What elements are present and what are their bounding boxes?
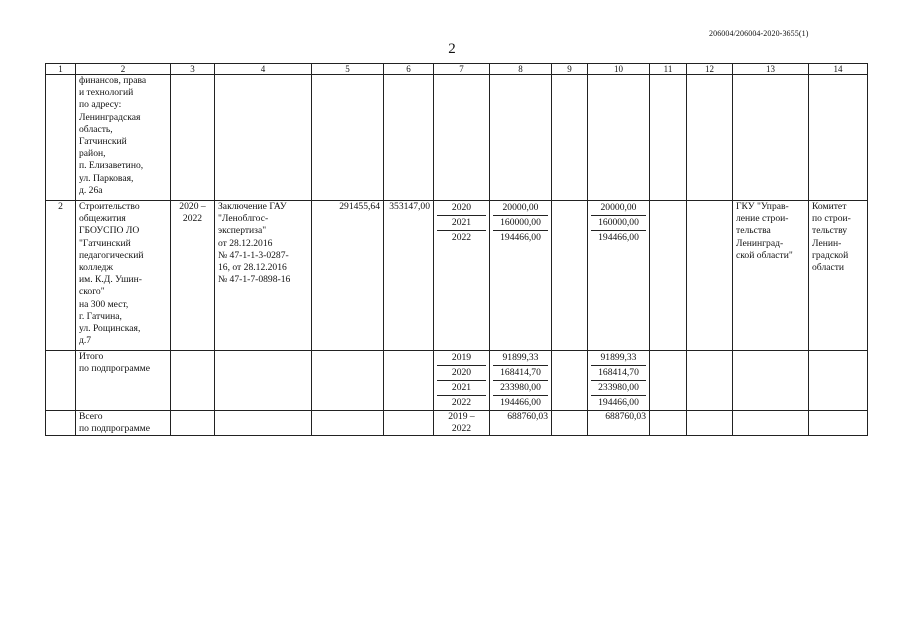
text-line: от 28.12.2016 [218, 237, 273, 249]
text-line: "Гатчинский [79, 237, 131, 249]
text-line: финансов, права [79, 75, 147, 86]
text-line: педагогический [79, 249, 144, 261]
text-line: № 47-1-1-3-0287- [218, 249, 289, 261]
column-number-row [46, 64, 868, 75]
empty-cell [312, 351, 384, 411]
amount-value: 20000,00 [493, 201, 548, 216]
amount-value: 233980,00 [493, 381, 548, 396]
text-line: Гатчинский [79, 136, 127, 148]
text-line: № 47-1-7-0898-16 [218, 274, 291, 286]
year-value: 2021 [437, 216, 486, 231]
amount-value: 160000,00 [591, 216, 646, 231]
text-line: по подпрограмме [79, 363, 150, 375]
year-value: 2020 [437, 366, 486, 381]
text-line: "Леноблгос- [218, 213, 269, 225]
text-line: 2019 – [448, 411, 475, 422]
estimated-cost: 291455,64 [312, 201, 384, 351]
col-number: 14 [809, 64, 868, 75]
empty-cell [733, 75, 809, 201]
empty-cell [215, 411, 312, 436]
amount-value: 194466,00 [598, 232, 639, 243]
text-line: по адресу: [79, 99, 122, 111]
empty-cell [312, 75, 384, 201]
text-line: 2022 [451, 423, 472, 435]
text-line: области [812, 262, 845, 274]
amount-cell [490, 351, 552, 411]
object-name [76, 201, 171, 351]
amount-value: 168414,70 [591, 366, 646, 381]
row-number: 2 [46, 201, 76, 351]
text-line: по строи- [812, 213, 851, 225]
text-line: по подпрограмме [79, 423, 150, 435]
text-line: тельству [812, 225, 848, 237]
empty-cell [384, 351, 434, 411]
text-line: 2020 – [179, 201, 206, 212]
amount-value: 194466,00 [598, 397, 639, 408]
col-number: 2 [76, 64, 171, 75]
empty-cell [552, 75, 588, 201]
empty-cell [809, 75, 868, 201]
year-value: 2019 [437, 351, 486, 366]
estimated-cost-current: 353147,00 [384, 201, 434, 351]
text-line: д.7 [79, 335, 92, 347]
text-line: колледж [79, 262, 114, 274]
expertise-conclusion [215, 201, 312, 351]
itogo-row [46, 351, 868, 411]
empty-cell [733, 351, 809, 411]
year-value: 2022 [451, 397, 472, 408]
construction-period [171, 201, 215, 351]
text-line: г. Гатчина, [79, 310, 122, 322]
text-line: ского" [79, 286, 105, 298]
empty-cell [809, 351, 868, 411]
col-number: 6 [384, 64, 434, 75]
total-regional-budget: 688760,03 [588, 411, 650, 436]
amount-value: 160000,00 [493, 216, 548, 231]
years-cell [434, 351, 490, 411]
text-line: экспертиза" [218, 225, 267, 237]
empty-cell [384, 75, 434, 201]
amount-value: 194466,00 [500, 397, 541, 408]
text-line: ление строи- [736, 213, 789, 225]
empty-cell [171, 75, 215, 201]
empty-cell [687, 411, 733, 436]
empty-cell [650, 351, 687, 411]
text-line: Ленинград- [736, 237, 784, 249]
col-number: 10 [588, 64, 650, 75]
col-number: 8 [490, 64, 552, 75]
regional-budget-cell [588, 201, 650, 351]
empty-cell [171, 411, 215, 436]
year-value: 2022 [451, 232, 472, 243]
empty-cell [434, 75, 490, 201]
col-number: 11 [650, 64, 687, 75]
years-range [434, 411, 490, 436]
empty-cell [687, 201, 733, 351]
empty-cell [809, 411, 868, 436]
amount-cell [490, 201, 552, 351]
empty-cell [552, 411, 588, 436]
text-line: д. 26а [79, 184, 103, 196]
empty-cell [650, 201, 687, 351]
empty-cell [687, 351, 733, 411]
empty-cell [384, 411, 434, 436]
text-line: им. К.Д. Ушин- [79, 274, 142, 286]
text-line: тельства [736, 225, 771, 237]
col-number: 1 [46, 64, 76, 75]
empty-cell [46, 351, 76, 411]
vsego-row [46, 411, 868, 436]
continuation-row [46, 75, 868, 201]
text-line: Всего [79, 411, 103, 422]
text-line: ГБОУСПО ЛО [79, 225, 140, 237]
text-line: 16, от 28.12.2016 [218, 262, 287, 274]
col-number: 3 [171, 64, 215, 75]
empty-cell [46, 411, 76, 436]
empty-cell [588, 75, 650, 201]
regional-budget-cell [588, 351, 650, 411]
text-line: 2022 [182, 213, 203, 225]
object-name-continued [76, 75, 171, 201]
amount-value: 91899,33 [493, 351, 548, 366]
text-line: Ленин- [812, 237, 842, 249]
col-number: 4 [215, 64, 312, 75]
text-line: на 300 мест, [79, 298, 129, 310]
document-id: 206004/206004-2020-3655(1) [709, 29, 809, 38]
col-number: 5 [312, 64, 384, 75]
text-line: район, [79, 148, 106, 160]
text-line: общежития [79, 213, 126, 225]
total-amount: 688760,03 [490, 411, 552, 436]
page-number: 2 [448, 41, 456, 57]
col-number: 13 [733, 64, 809, 75]
customer [809, 201, 868, 351]
project-row-2 [46, 201, 868, 351]
budget-table [45, 63, 868, 436]
text-line: Заключение ГАУ [218, 201, 287, 212]
empty-cell [215, 351, 312, 411]
year-value: 2020 [437, 201, 486, 216]
text-line: область, [79, 123, 113, 135]
empty-cell [650, 75, 687, 201]
text-line: Ленинградская [79, 111, 141, 123]
text-line: ул. Парковая, [79, 172, 134, 184]
empty-cell [215, 75, 312, 201]
col-number: 12 [687, 64, 733, 75]
empty-cell [171, 351, 215, 411]
text-line: градской [812, 249, 849, 261]
text-line: п. Елизаветино, [79, 160, 144, 172]
text-line: ской области" [736, 249, 793, 261]
text-line: ул. Рощинская, [79, 323, 141, 335]
empty-cell [312, 411, 384, 436]
empty-cell [650, 411, 687, 436]
text-line: ГКУ "Управ- [736, 201, 789, 212]
executor [733, 201, 809, 351]
amount-value: 91899,33 [591, 351, 646, 366]
col-number: 9 [552, 64, 588, 75]
amount-value: 20000,00 [591, 201, 646, 216]
empty-cell [552, 351, 588, 411]
text-line: Комитет [812, 201, 847, 212]
year-value: 2021 [437, 381, 486, 396]
empty-cell [490, 75, 552, 201]
amount-value: 233980,00 [591, 381, 646, 396]
vsego-label [76, 411, 171, 436]
years-cell [434, 201, 490, 351]
empty-cell [46, 75, 76, 201]
amount-value: 194466,00 [500, 232, 541, 243]
empty-cell [733, 411, 809, 436]
amount-value: 168414,70 [493, 366, 548, 381]
text-line: Итого [79, 351, 104, 362]
empty-cell [552, 201, 588, 351]
empty-cell [687, 75, 733, 201]
text-line: Строительство [79, 201, 140, 212]
text-line: и технологий [79, 87, 134, 99]
itogo-label [76, 351, 171, 411]
col-number: 7 [434, 64, 490, 75]
